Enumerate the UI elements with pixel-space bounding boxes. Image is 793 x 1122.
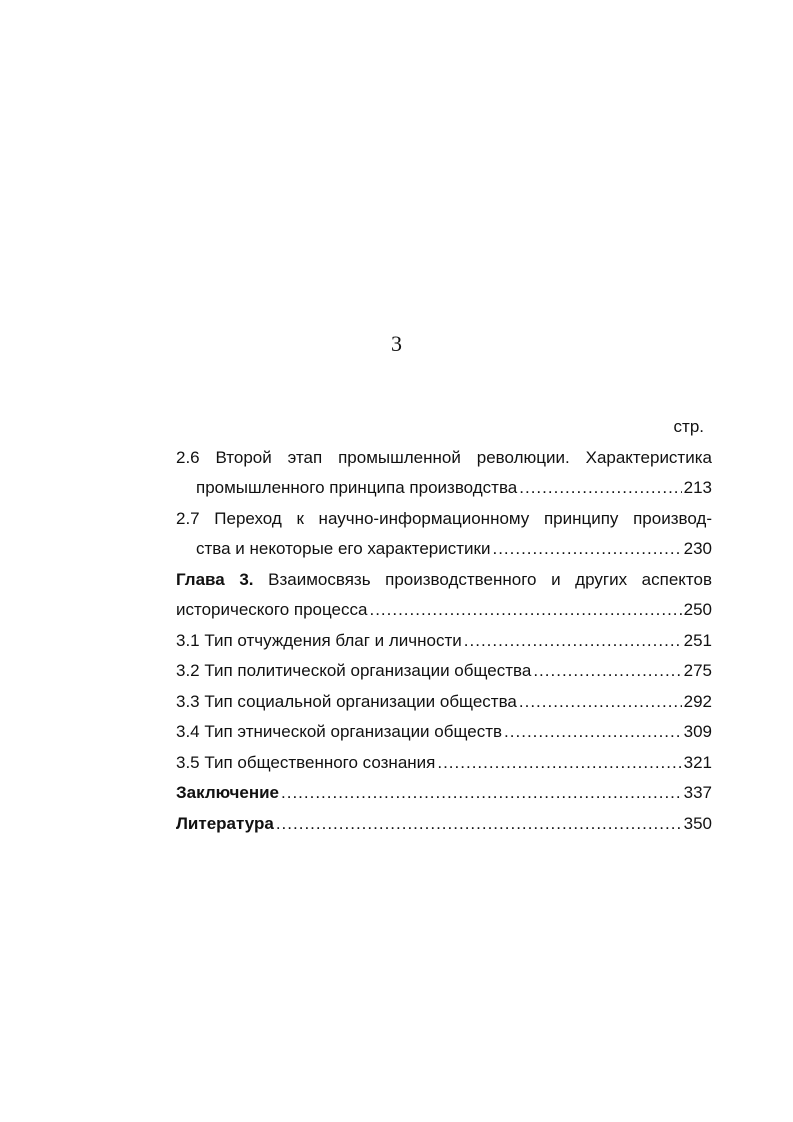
toc-entry-title: 3.1 Тип отчуждения благ и личности — [176, 630, 462, 650]
toc-entry-references — [176, 809, 712, 840]
toc-entry-title: 3.4 Тип этнической организации обществ — [176, 722, 503, 741]
dot-leader — [519, 473, 681, 504]
toc-entry-3-4 — [176, 717, 712, 748]
toc-entry-title-cont: исторического процесса — [176, 600, 368, 619]
page-column-label: стр. — [673, 417, 704, 436]
toc-entry-title: 2.6 Второй этап промышленной революции. Характеристика — [176, 447, 712, 467]
toc-entry-title: 3.3 Тип социальной организации общества — [176, 691, 517, 711]
dot-leader — [504, 717, 682, 748]
dot-leader — [464, 626, 682, 657]
dot-leader — [492, 534, 681, 565]
toc-entry-3-1 — [176, 626, 712, 657]
toc-entry-title: 3.5 Тип общественного сознания — [176, 752, 436, 772]
dot-leader — [533, 656, 681, 687]
toc-page-ref: 230 — [683, 539, 712, 558]
table-of-contents — [176, 412, 712, 839]
toc-entry-title: 2.7 Переход к научно-информационному принципу производ- — [176, 508, 712, 528]
dot-leader — [369, 595, 681, 626]
toc-page-ref: 251 — [683, 630, 712, 650]
toc-entry-title: Литература — [176, 813, 274, 833]
toc-entry-title-cont: промышленного принципа производства — [196, 478, 518, 497]
chapter-label: Глава 3. — [176, 569, 254, 589]
toc-page-ref: 337 — [683, 783, 712, 802]
toc-entry-3-2 — [176, 656, 712, 687]
toc-page-ref: 275 — [683, 661, 712, 680]
toc-entry-2-6 — [176, 443, 712, 504]
toc-page-ref: 250 — [683, 600, 712, 619]
toc-entry-line — [176, 473, 712, 504]
toc-entry-title: 3.2 Тип политической организации общества — [176, 661, 532, 680]
toc-page-ref: 213 — [683, 478, 712, 497]
toc-entry-title — [176, 565, 712, 596]
toc-page-ref: 292 — [683, 691, 712, 711]
toc-entry-title-cont: ства и некоторые его характеристики — [196, 539, 491, 558]
toc-entry-line — [176, 595, 712, 626]
dot-leader — [281, 778, 682, 809]
toc-entry-title: Заключение — [176, 783, 279, 802]
toc-entry-3-3 — [176, 687, 712, 718]
toc-entry-3-5 — [176, 748, 712, 779]
toc-page-ref: 350 — [683, 813, 712, 833]
toc-page-ref: 309 — [683, 722, 712, 741]
toc-entry-line — [176, 534, 712, 565]
toc-page-ref: 321 — [683, 752, 712, 772]
toc-entry-conclusion — [176, 778, 712, 809]
dot-leader — [276, 809, 682, 840]
chapter-title: Взаимосвязь производственного и других аспектов — [268, 569, 712, 589]
dot-leader — [437, 748, 681, 779]
page-number: 3 — [391, 331, 402, 356]
dot-leader — [519, 687, 682, 718]
toc-entry-chapter-3 — [176, 565, 712, 626]
toc-entry-2-7 — [176, 504, 712, 565]
